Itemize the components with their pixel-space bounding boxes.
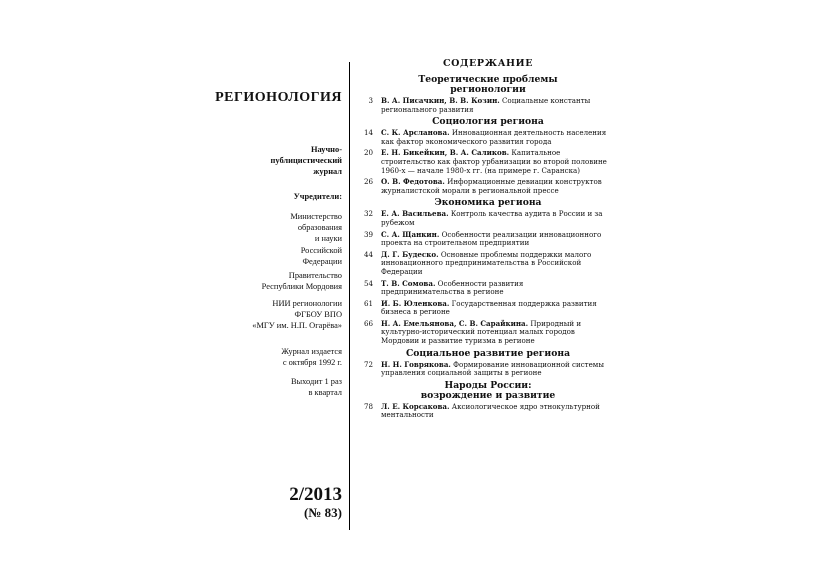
table-of-contents bbox=[358, 58, 608, 423]
toc-entry-title: Основные проблемы поддержки малого инновационного предпринимательства в Российской Федерации bbox=[381, 249, 592, 276]
toc-entry[interactable] bbox=[358, 231, 608, 248]
founders-label: Учредители: bbox=[293, 192, 342, 201]
toc-page-number: 39 bbox=[363, 229, 373, 239]
toc-entry[interactable] bbox=[358, 403, 608, 420]
toc-entry-authors: Л. Е. Корсакова. bbox=[381, 401, 450, 411]
toc-entry-text bbox=[381, 300, 608, 317]
toc-entry-text bbox=[381, 210, 608, 227]
toc-entry-title: Особенности реализации инновационного проекта на строительном предприятии bbox=[381, 229, 602, 248]
toc-entry-text bbox=[381, 231, 608, 248]
toc-page-number: 54 bbox=[363, 278, 373, 288]
section-heading: Социология региона bbox=[432, 116, 544, 128]
toc-entry-authors: Д. Г. Будеско. bbox=[381, 249, 439, 259]
toc-entry[interactable] bbox=[358, 251, 608, 277]
toc-page-number: 72 bbox=[363, 359, 373, 369]
issue-number: (№ 83) bbox=[304, 505, 342, 520]
toc-entry-text bbox=[381, 149, 608, 175]
toc-entry-title: Информационные девиации конструктов журналистской морали в региональной прессе bbox=[381, 177, 602, 195]
toc-entry-authors: Н. Н. Говрякова. bbox=[381, 359, 451, 369]
founder-government: Правительство Республики Мордовия bbox=[261, 271, 342, 292]
toc-entry[interactable] bbox=[358, 129, 608, 146]
journal-type: Научно- публицистический журнал bbox=[270, 145, 342, 177]
toc-entry[interactable] bbox=[358, 97, 608, 114]
issue-block bbox=[289, 484, 342, 521]
section-heading: Народы России: возрождение и развитие bbox=[420, 379, 556, 401]
toc-entry[interactable] bbox=[358, 210, 608, 227]
journal-info-column bbox=[215, 60, 342, 530]
issue-year: 2/2013 bbox=[289, 484, 342, 505]
toc-page-number: 32 bbox=[363, 209, 373, 219]
toc-entry-title: Особенности развития предпринимательства в регионе bbox=[381, 278, 524, 297]
toc-entry-text bbox=[381, 361, 608, 378]
toc-page-number: 14 bbox=[363, 128, 373, 138]
toc-entry[interactable] bbox=[358, 320, 608, 346]
toc-body bbox=[358, 75, 608, 420]
toc-entry-text bbox=[381, 280, 608, 297]
toc-entry-authors: В. А. Писачкин, В. В. Козин. bbox=[381, 96, 500, 105]
toc-entry-authors: Е. А. Васильева. bbox=[381, 209, 449, 219]
toc-entry-title: Государственная поддержка развития бизнеса в регионе bbox=[381, 298, 597, 317]
toc-page-number: 66 bbox=[363, 318, 373, 328]
toc-entry[interactable] bbox=[358, 300, 608, 317]
toc-entry-text bbox=[381, 129, 608, 146]
toc-entry-text bbox=[381, 97, 608, 114]
toc-page-number: 61 bbox=[363, 298, 373, 308]
toc-entry-authors: О. В. Федотова. bbox=[381, 177, 445, 187]
toc-entry-title: Инновационная деятельность населения как фактор экономического развития города bbox=[381, 128, 607, 146]
toc-page-number: 26 bbox=[363, 177, 373, 187]
toc-page-number: 78 bbox=[363, 401, 373, 411]
founder-ministry: Министерство образования и науки Российской Федерации bbox=[290, 212, 342, 266]
publication-frequency: Выходит 1 раз в квартал bbox=[290, 377, 342, 398]
section-heading: Теоретические проблемы регионологии bbox=[418, 74, 558, 95]
toc-page-number: 20 bbox=[363, 148, 373, 158]
journal-title: РЕГИОНОЛОГИЯ bbox=[215, 90, 342, 105]
toc-entry-title: Капитальное строительство как фактор урбанизации во второй половине 1960-х — начале 1980-х гг. (на примере г. Саранска) bbox=[381, 148, 607, 175]
toc-entry-authors: Т. В. Сомова. bbox=[381, 278, 436, 288]
toc-entry-authors: И. Б. Юленкова. bbox=[381, 298, 450, 308]
toc-entry-text bbox=[381, 251, 608, 277]
toc-entry-title: Формирование инновационной системы управления социальной защиты в регионе bbox=[381, 359, 604, 378]
toc-entry[interactable] bbox=[358, 361, 608, 378]
toc-title: СОДЕРЖАНИЕ bbox=[442, 58, 534, 69]
toc-entry-text bbox=[381, 178, 608, 195]
founder-institute: НИИ регионологии ФГБОУ ВПО «МГУ им. Н.П. Огарёва» bbox=[252, 299, 342, 331]
toc-entry-text bbox=[381, 403, 608, 420]
toc-entry-authors: Н. А. Емельянова, С. В. Сарайкина. bbox=[381, 318, 529, 328]
section-heading: Экономика региона bbox=[434, 197, 542, 209]
toc-entry[interactable] bbox=[358, 280, 608, 297]
toc-entry-title: Контроль качества аудита в России и за рубежом bbox=[381, 209, 603, 227]
toc-entry-title: Природный и культурно-исторический потенциал малых городов Мордовии и развитие туризма в регионе bbox=[381, 318, 582, 346]
toc-entry[interactable] bbox=[358, 149, 608, 175]
toc-entry-title: Социальные константы регионального развития bbox=[381, 96, 591, 114]
section-heading: Социальное развитие региона bbox=[405, 347, 571, 359]
toc-entry-authors: С. А. Щанкин. bbox=[381, 229, 440, 239]
column-divider bbox=[349, 62, 350, 530]
published-since: Журнал издается с октября 1992 г. bbox=[281, 347, 342, 368]
toc-entry-title: Аксиологическое ядро этнокультурной ментальности bbox=[381, 401, 600, 420]
toc-entry-authors: С. К. Арсланова. bbox=[381, 128, 450, 138]
toc-entry-authors: Е. Н. Бикейкин, В. А. Саликов. bbox=[381, 148, 510, 158]
toc-entry-text bbox=[381, 320, 608, 346]
toc-entry[interactable] bbox=[358, 178, 608, 195]
toc-page-number: 3 bbox=[368, 96, 373, 105]
toc-page-number: 44 bbox=[363, 249, 373, 259]
